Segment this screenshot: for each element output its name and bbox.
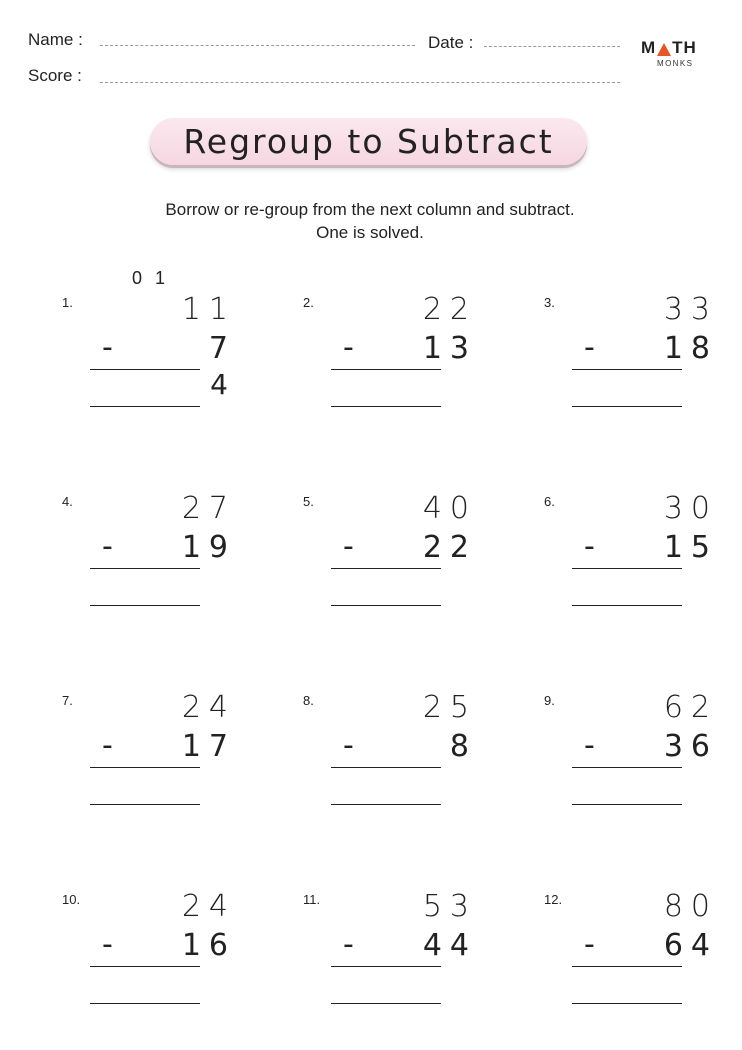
minuend: 24 (181, 690, 236, 725)
subtrahend: 36 (663, 729, 718, 764)
answer: 4 (210, 368, 236, 401)
problem-number: 2. (303, 295, 314, 310)
answer-line[interactable] (331, 406, 441, 407)
problem-4 (62, 467, 262, 617)
answer-line[interactable] (331, 804, 441, 805)
problem-3 (544, 268, 742, 418)
minus-sign: - (343, 927, 354, 962)
minus-sign: - (584, 330, 595, 365)
answer-line[interactable] (90, 804, 200, 805)
instructions-line-2: One is solved. (316, 223, 424, 242)
problem-number: 1. (62, 295, 73, 310)
logo-subtext: MONKS (657, 59, 694, 68)
subtrahend: 64 (663, 928, 718, 963)
minus-sign: - (343, 330, 354, 365)
answer-line[interactable] (331, 1003, 441, 1004)
subtraction-line (90, 767, 200, 768)
problem-8 (303, 666, 503, 816)
answer-line[interactable] (572, 605, 682, 606)
answer-line[interactable] (90, 1003, 200, 1004)
answer-line[interactable] (572, 804, 682, 805)
minus-sign: - (343, 728, 354, 763)
minuend: 11 (181, 292, 236, 327)
title-banner (150, 118, 587, 165)
subtraction-line (331, 966, 441, 967)
problem-12 (544, 865, 742, 1015)
math-monks-logo (641, 38, 699, 68)
carry-digits: 0 1 (132, 268, 170, 288)
problem-7 (62, 666, 262, 816)
minus-sign: - (584, 728, 595, 763)
problem-number: 6. (544, 494, 555, 509)
minus-sign: - (102, 927, 113, 962)
problem-2 (303, 268, 503, 418)
minuend: 40 (422, 491, 477, 526)
answer-line[interactable] (90, 406, 200, 407)
minuend: 24 (181, 889, 236, 924)
name-label: Name : (28, 30, 83, 49)
subtraction-line (331, 767, 441, 768)
instructions-line-1: Borrow or re-group from the next column and subtract. (165, 200, 575, 219)
minus-sign: - (102, 529, 113, 564)
subtraction-line (331, 369, 441, 370)
problem-number: 10. (62, 892, 81, 907)
name-field[interactable] (100, 45, 415, 46)
minuend: 22 (422, 292, 477, 327)
minuend: 62 (663, 690, 718, 725)
problem-number: 7. (62, 693, 73, 708)
problem-number: 4. (62, 494, 73, 509)
minuend: 33 (663, 292, 718, 327)
subtraction-line (572, 966, 682, 967)
problem-5 (303, 467, 503, 617)
subtrahend: 15 (663, 530, 718, 565)
subtraction-line (572, 369, 682, 370)
problem-number: 5. (303, 494, 314, 509)
logo-text-right: TH (672, 38, 697, 57)
subtraction-line (90, 369, 200, 370)
problem-6 (544, 467, 742, 617)
answer-line[interactable] (90, 605, 200, 606)
minus-sign: - (102, 728, 113, 763)
subtrahend: 44 (422, 928, 477, 963)
subtrahend: 7 (208, 331, 236, 366)
subtrahend: 16 (181, 928, 236, 963)
problem-9 (544, 666, 742, 816)
minuend: 25 (422, 690, 477, 725)
instructions (100, 198, 640, 244)
date-label: Date : (428, 33, 474, 52)
answer-line[interactable] (572, 406, 682, 407)
minus-sign: - (584, 927, 595, 962)
subtraction-line (90, 568, 200, 569)
minuend: 27 (181, 491, 236, 526)
minuend: 30 (663, 491, 718, 526)
answer-line[interactable] (331, 605, 441, 606)
problem-number: 8. (303, 693, 314, 708)
score-field[interactable] (100, 82, 620, 83)
problem-number: 11. (303, 892, 321, 907)
problem-number: 9. (544, 693, 555, 708)
score-label: Score : (28, 66, 82, 85)
subtrahend: 17 (181, 729, 236, 764)
problem-number: 12. (544, 892, 563, 907)
subtrahend: 8 (449, 729, 477, 764)
minuend: 53 (422, 889, 477, 924)
problem-11 (303, 865, 503, 1015)
subtrahend: 18 (663, 331, 718, 366)
answer-line[interactable] (572, 1003, 682, 1004)
minus-sign: - (584, 529, 595, 564)
problem-number: 3. (544, 295, 555, 310)
problem-1 (62, 268, 262, 418)
subtraction-line (572, 767, 682, 768)
problem-10 (62, 865, 262, 1015)
subtrahend: 22 (422, 530, 477, 565)
date-field[interactable] (484, 46, 620, 47)
minus-sign: - (102, 330, 113, 365)
subtrahend: 13 (422, 331, 477, 366)
logo-text-left: M (641, 38, 657, 57)
triangle-icon (657, 43, 671, 56)
subtrahend: 19 (181, 530, 236, 565)
subtraction-line (90, 966, 200, 967)
page-title: Regroup to Subtract (183, 122, 554, 161)
minus-sign: - (343, 529, 354, 564)
subtraction-line (572, 568, 682, 569)
minuend: 80 (663, 889, 718, 924)
subtraction-line (331, 568, 441, 569)
